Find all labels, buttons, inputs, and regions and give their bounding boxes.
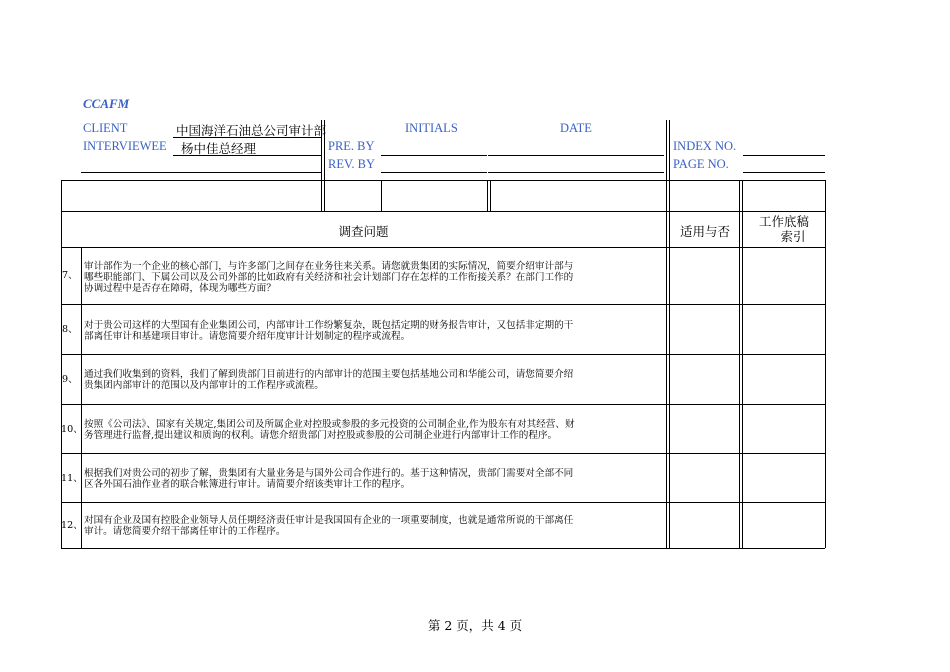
question-line: 审计部作为一个企业的核心部门，与许多部门之间存在业务往来关系。请您就贵集团的实际情况，简要介绍审计部与: [84, 261, 574, 272]
client-value: 中国海洋石油总公司审计部: [176, 123, 327, 138]
question-line: 贵集团内部审计的范围以及内部审计的工作程序或流程。: [84, 380, 324, 391]
question-line: 通过我们收集到的资料，我们了解到贵部门目前进行的内部审计的范围主要包括基地公司和华能公司，请您简要介绍: [84, 369, 574, 380]
page-footer: 第 2 页，共 4 页: [427, 618, 523, 633]
col-applicable-header: 适用与否: [679, 224, 730, 239]
question-text: [84, 369, 573, 391]
ccafm-logo: CCAFM: [83, 96, 130, 111]
row-number: 9、: [62, 374, 78, 385]
row-number: 11、: [61, 473, 83, 484]
rev-by-label: REV. BY: [328, 157, 376, 171]
page-no-label: PAGE NO.: [673, 157, 729, 171]
question-text: [84, 468, 573, 490]
row-number: 8、: [62, 324, 78, 335]
question-line: 根据我们对贵公司的初步了解，贵集团有大量业务是与国外公司合作进行的。基于这种情况，贵部门需要对全部不同: [84, 468, 574, 479]
index-no-label: INDEX NO.: [673, 139, 737, 153]
interviewee-label: INTERVIEWEE: [83, 139, 167, 153]
pre-by-label: PRE. BY: [328, 139, 375, 153]
interviewee-value: 杨中佳总经理: [181, 141, 257, 156]
question-line: 对于贵公司这样的大型国有企业集团公司，内部审计工作纷繁复杂，既包括定期的财务报告审计，又包括非定期的干: [84, 320, 574, 331]
col-index-header-line1: 工作底稿: [758, 214, 809, 229]
question-text: [84, 261, 573, 294]
question-text: [84, 515, 573, 537]
row-number: 10、: [61, 424, 83, 435]
question-line: 区各外国石油作业者的联合帐簿进行审计。请简要介绍该类审计工作的程序。: [84, 479, 411, 490]
col-index-header-line2: 索引: [780, 229, 806, 244]
question-line: 协调过程中是否存在障碍，体现为哪些方面？: [84, 283, 276, 294]
row-number: 12、: [61, 520, 83, 531]
question-line: 按照《公司法》、国家有关规定,集团公司及所属企业对控股或参股的多元投资的公司制企业,作为股东有对其经营、财: [84, 419, 575, 430]
initials-label: INITIALS: [405, 121, 458, 135]
client-label: CLIENT: [83, 121, 128, 135]
question-line: 哪些职能部门、下属公司以及公司外部的比如政府有关经济和社会计划部门存在怎样的工作衔接关系？在部门工作的: [84, 272, 574, 283]
question-text: [84, 419, 575, 441]
question-line: 审计。请您简要介绍干部离任审计的工作程序。: [84, 526, 286, 537]
col-question-header: 调查问题: [338, 224, 389, 239]
question-text: [84, 320, 573, 342]
question-line: 对国有企业及国有控股企业领导人员任期经济责任审计是我国国有企业的一项重要制度，也就是通常所说的干部离任: [84, 515, 574, 526]
date-label: DATE: [560, 121, 592, 135]
col-index-header: [743, 214, 825, 244]
question-line: 务管理进行监督,提出建议和质询的权利。请您介绍贵部门对控股或参股的公司制企业进行内部审计工作的程序。: [84, 430, 558, 441]
question-line: 部离任审计和基建项目审计。请您简要介绍年度审计计划制定的程序或流程。: [84, 331, 411, 342]
row-number: 7、: [62, 270, 78, 281]
